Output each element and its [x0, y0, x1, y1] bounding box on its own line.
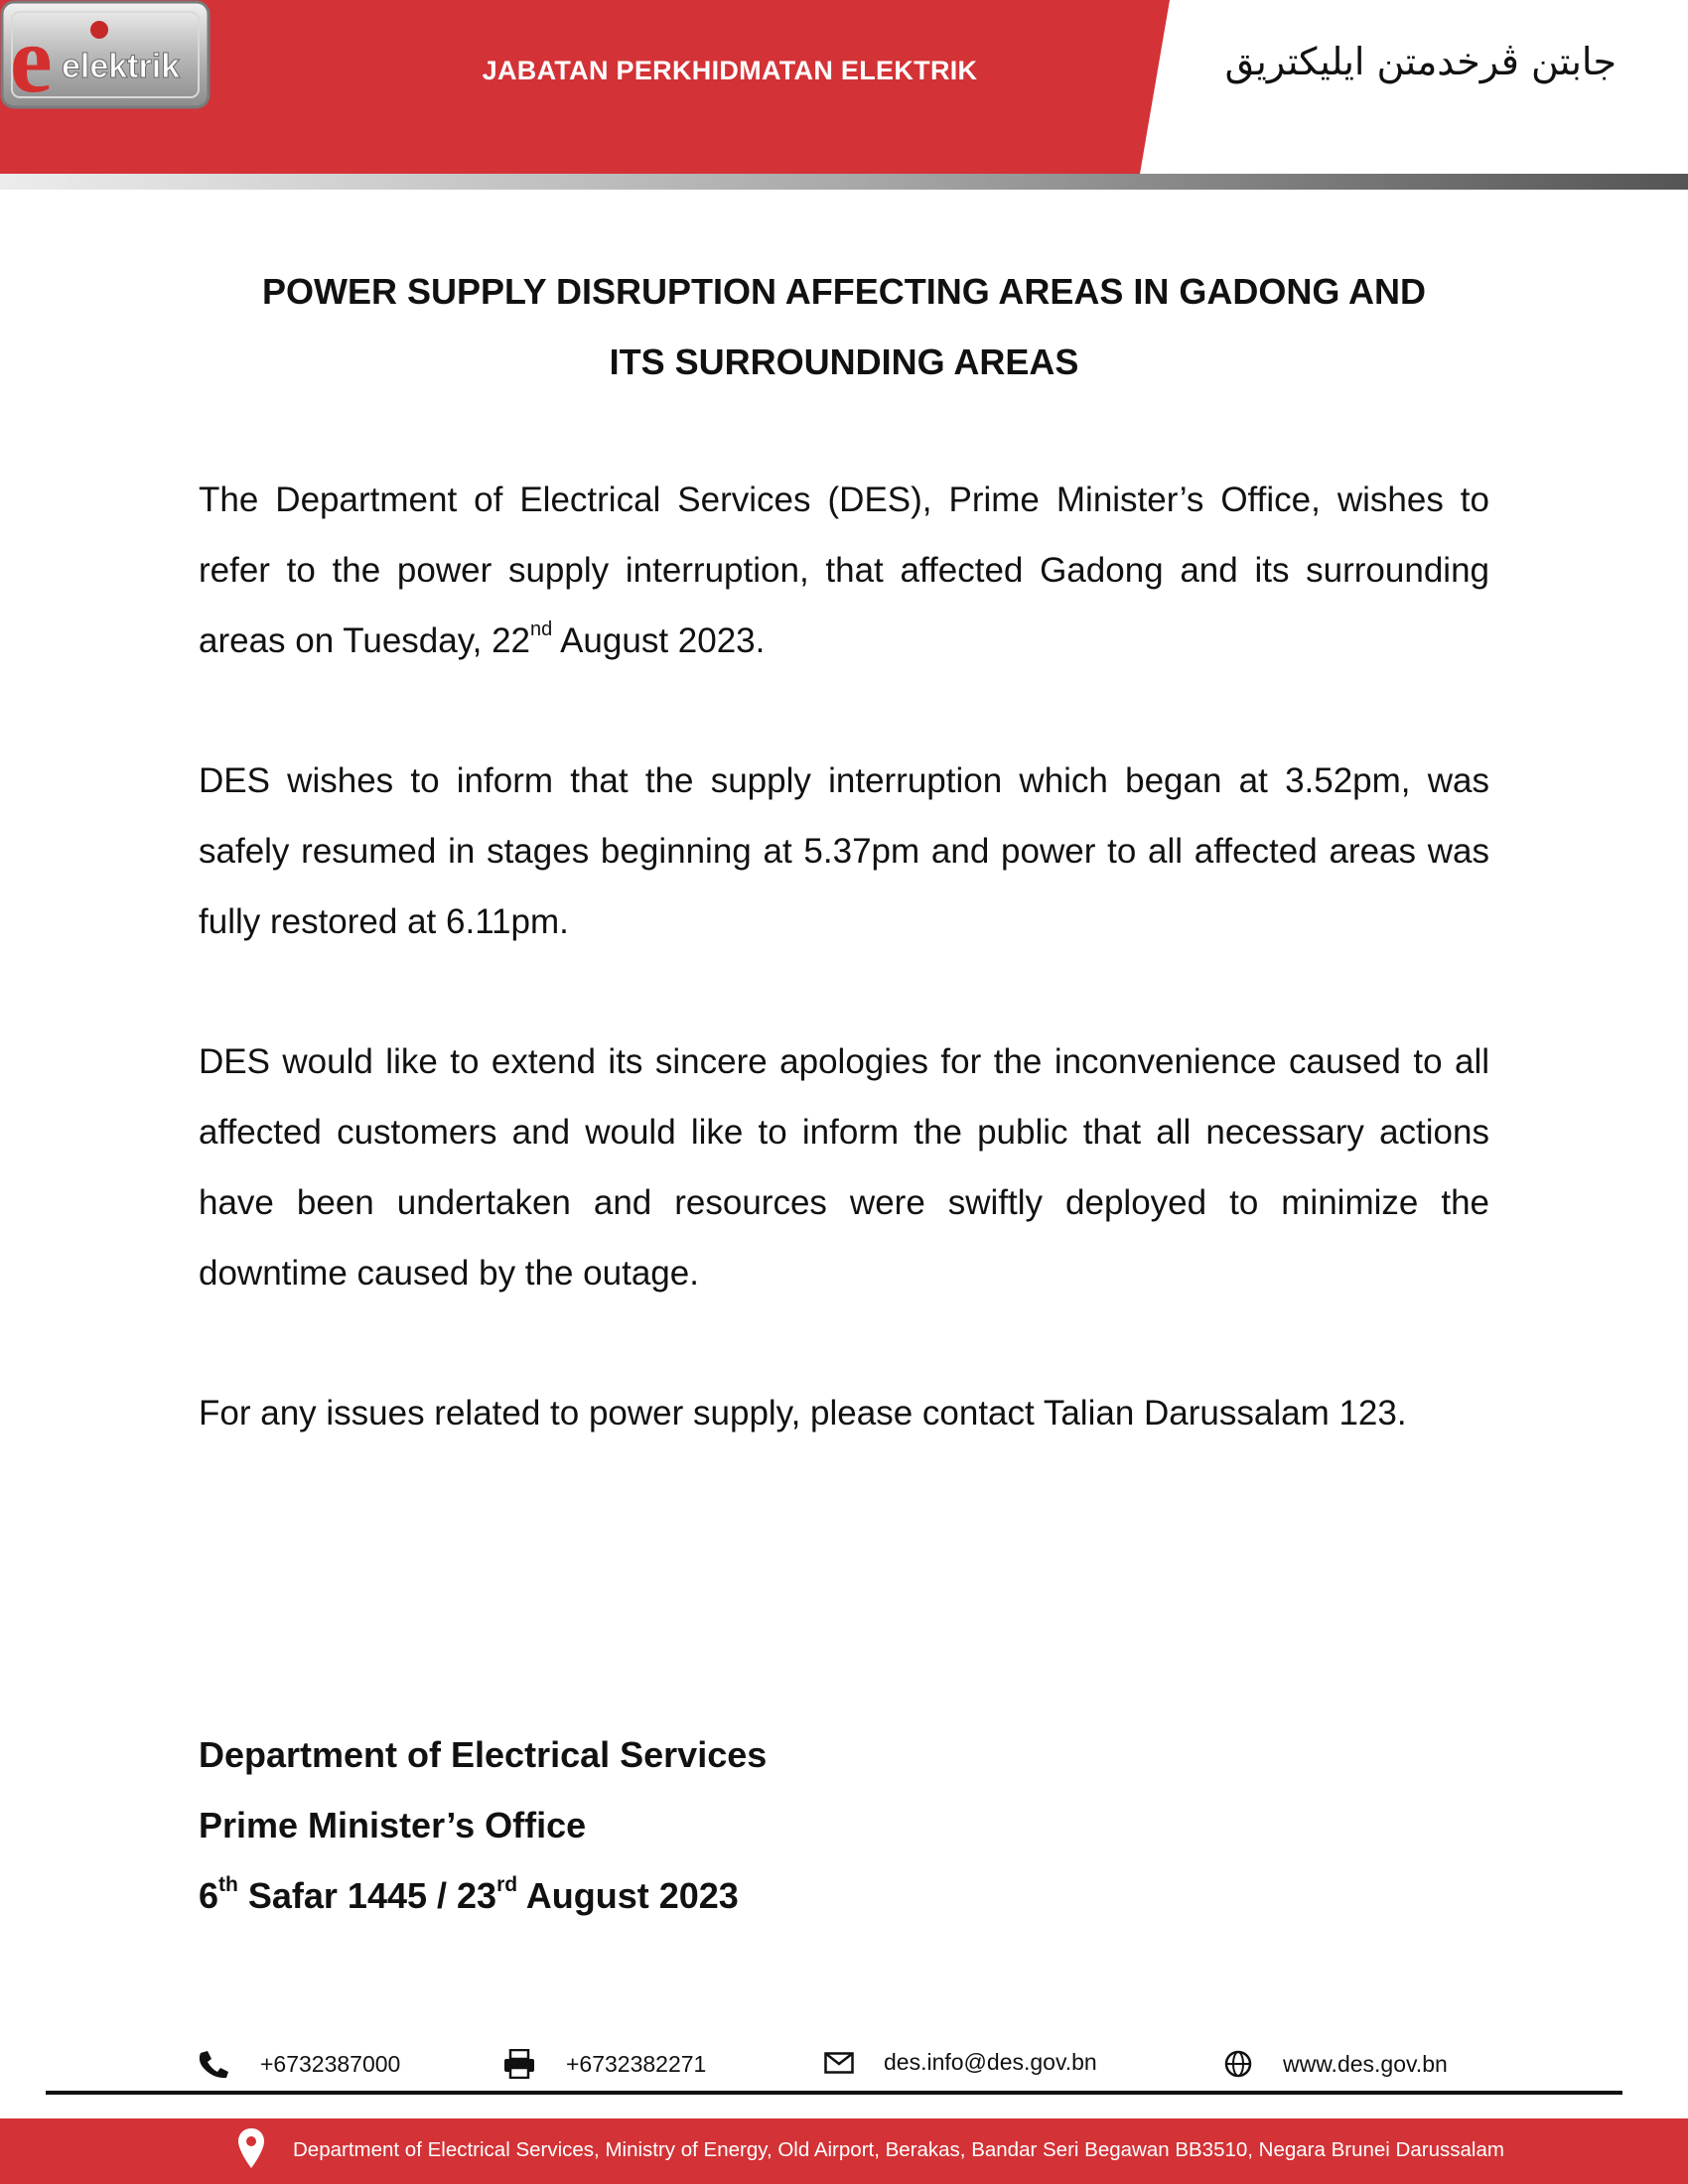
- location-pin-icon: [236, 2126, 266, 2170]
- globe-icon: [1223, 2049, 1253, 2079]
- contact-website[interactable]: www.des.gov.bn: [1223, 2049, 1448, 2079]
- phone-icon: [197, 2049, 230, 2079]
- footer-divider: [46, 2091, 1622, 2095]
- signature-date: 6th Safar 1445 / 23rd August 2023: [199, 1873, 739, 1916]
- paragraph-1: The Department of Electrical Services (DES), Prime Minister’s Office, wishes to refer to the power supply interruption, that affected Gadong and its surrounding areas on Tuesday, 22nd August 2023.: [199, 480, 1489, 660]
- fax-icon: [502, 2049, 536, 2079]
- signature-department: Department of Electrical Services: [199, 1734, 768, 1775]
- title-line-1: POWER SUPPLY DISRUPTION AFFECTING AREAS IN GADONG AND: [261, 271, 1427, 312]
- letterhead-background: [0, 0, 1688, 194]
- signature-block: [199, 1719, 767, 1931]
- press-release-title: [149, 256, 1539, 397]
- letterhead: [0, 0, 1688, 194]
- paragraph-3: DES would like to extend its sincere apologies for the inconvenience caused to all affected customers and would like to inform the public that all necessary actions have been undertaken and resources were swiftly deployed to minimize the downtime caused by the outage.: [199, 1042, 1489, 1293]
- title-line-2: ITS SURROUNDING AREAS: [609, 341, 1079, 382]
- org-name-malay: JABATAN PERKHIDMATAN ELEKTRIK: [482, 56, 978, 85]
- footer-bar: [0, 2118, 1688, 2184]
- envelope-icon: [824, 2052, 854, 2074]
- crest-icon: [90, 21, 108, 39]
- press-release-body: [199, 465, 1489, 1518]
- paragraph-2: DES wishes to inform that the supply interruption which began at 3.52pm, was safely resumed in stages beginning at 5.37pm and power to all affected areas was fully restored at 6.11pm.: [199, 761, 1489, 941]
- svg-text:e: e: [10, 6, 53, 109]
- signature-ministry: Prime Minister’s Office: [199, 1805, 587, 1845]
- paragraph-4: For any issues related to power supply, please contact Talian Darussalam 123.: [199, 1394, 1407, 1433]
- elektrik-logo: [0, 0, 211, 109]
- contact-bar: [0, 2049, 1688, 2089]
- org-name-jawi: جابتن ڤرخدمتن ايليكتريق: [1224, 40, 1617, 83]
- contact-email[interactable]: des.info@des.gov.bn: [824, 2049, 1097, 2076]
- contact-phone[interactable]: +6732387000: [197, 2049, 400, 2079]
- contact-fax[interactable]: +6732382271: [502, 2049, 706, 2079]
- footer-address: Department of Electrical Services, Ministry of Energy, Old Airport, Berakas, Bandar Seri Begawan BB3510, Negara Brunei Darussalam: [293, 2138, 1504, 2161]
- svg-text:elektrik: elektrik: [62, 48, 181, 85]
